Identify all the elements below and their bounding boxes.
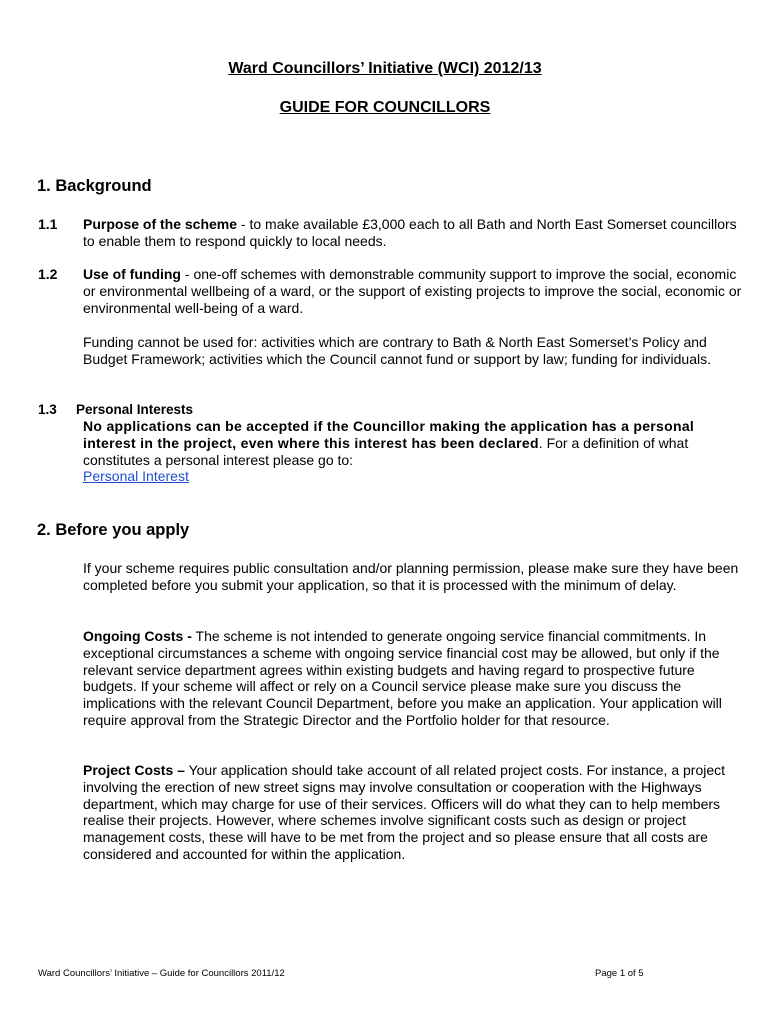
item-1-1-text: - to make available £3,000 each to all Bath and North East Somerset councillors to enable them to respond quickly to local needs.	[83, 216, 737, 249]
item-1-2-paragraph-2: Funding cannot be used for: activities which are contrary to Bath & North East Somerset’s Policy and Budget Framework; activities which the Council cannot fund or support by law; funding for individuals.	[83, 334, 711, 367]
item-1-2-paragraph	[83, 266, 743, 316]
item-1-1-number: 1.1	[38, 216, 58, 232]
project-costs-text: Your application should take account of all related project costs. For instance, a project involving the erection of new street signs may involve consultation or cooperation with the Highways department, which may charge for use of their services. Officers will do what they can to help members realise their projects. However, where schemes involve significant costs such as design or project management costs, these will have to be met from the project and so please ensure that all costs are considered and accounted for within the application.	[83, 762, 726, 862]
item-1-2-label: Use of funding	[83, 266, 181, 282]
ongoing-costs-paragraph	[83, 628, 743, 729]
item-1-2-number: 1.2	[38, 266, 58, 282]
section-2-heading: 2. Before you apply	[37, 521, 190, 539]
document-title: Ward Councillors’ Initiative (WCI) 2012/13	[228, 60, 542, 77]
ongoing-costs-text: The scheme is not intended to generate ongoing service financial commitments. In exceptional circumstances a scheme with ongoing service financial cost may be allowed, but only if the relevant service department agrees within existing budgets and having regard to prospective future budgets. If your scheme will affect or rely on a Council service please make sure you discuss the implications with the relevant Council Department, before you make an application. Your application will require approval from the Strategic Director and the Portfolio holder for that resource.	[83, 628, 722, 728]
item-1-3-label: Personal Interests	[76, 402, 194, 417]
section-1-heading: 1. Background	[37, 177, 152, 195]
document-subtitle: GUIDE FOR COUNCILLORS	[279, 99, 491, 116]
footer-left: Ward Councillors’ Initiative – Guide for Councillors 2011/12	[38, 968, 285, 979]
ongoing-costs-label: Ongoing Costs -	[83, 628, 192, 644]
personal-interest-link[interactable]: Personal Interest	[83, 468, 189, 485]
project-costs-paragraph	[83, 762, 743, 863]
section-2-paragraph-1: If your scheme requires public consultation and/or planning permission, please make sure they have been completed before you submit your application, so that it is processed with the minimum of delay.	[83, 560, 739, 593]
item-1-1-label: Purpose of the scheme	[83, 216, 238, 232]
item-1-3-paragraph	[83, 418, 743, 485]
item-1-3-number: 1.3	[38, 402, 57, 417]
item-1-1-paragraph	[83, 216, 743, 250]
item-1-2-text: - one-off schemes with demonstrable community support to improve the social, economic or environmental wellbeing of a ward, or the support of existing projects to improve the social, economic or environmental well-being of a ward.	[83, 266, 742, 316]
footer-right: Page 1 of 5	[595, 968, 644, 979]
item-1-3-bold-text: No applications can be accepted if the Councillor making the application has a personal interest in the project, even where this interest has been declared	[83, 418, 695, 451]
item-1-3-text: . For a definition of what constitutes a personal interest please go to:	[83, 434, 689, 468]
project-costs-label: Project Costs –	[83, 762, 185, 778]
